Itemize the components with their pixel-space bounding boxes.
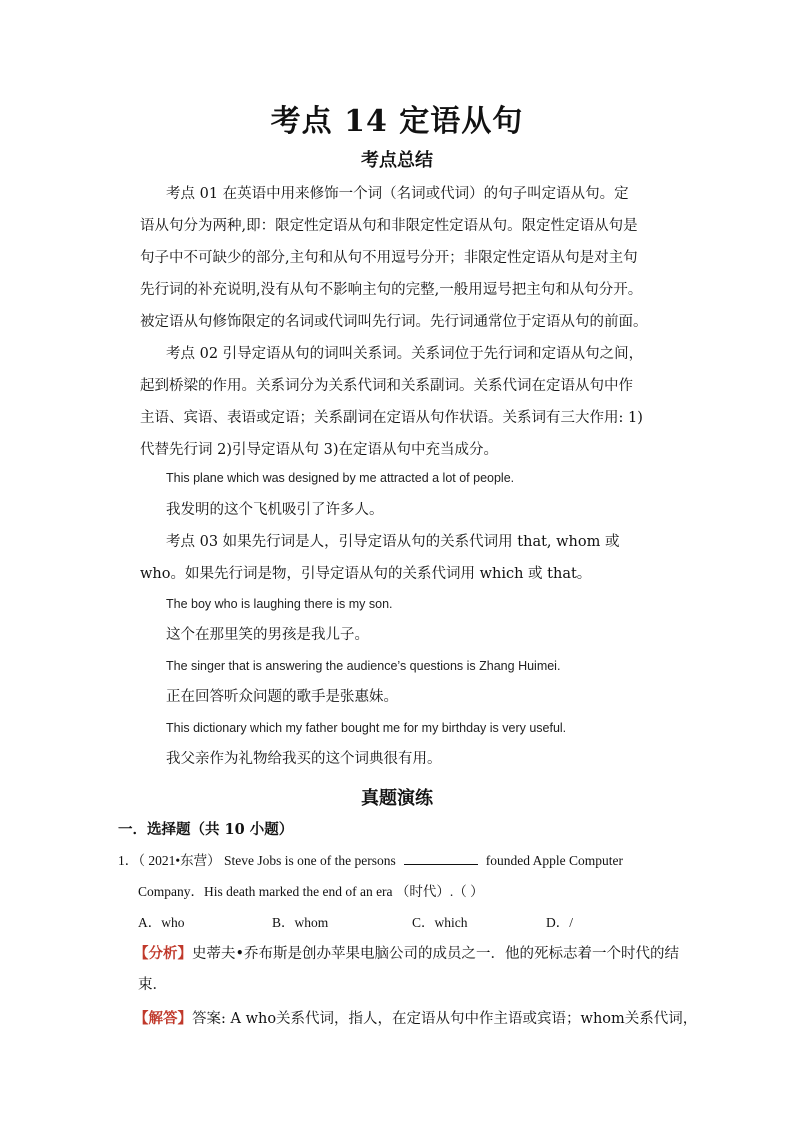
summary-line-9: 代替先行词 2)引导定语从句 3)在定语从句中充当成分。 [140, 442, 498, 458]
summary-line-8: 主语、宾语、表语或定语；关系副词在定语从句作状语。关系词有三大作用: 1) [140, 410, 643, 426]
summary-line-2: 语从句分为两种,即：限定性定语从句和非限定性定语从句。限定性定语从句是 [140, 218, 638, 234]
question-1-line-1 [118, 845, 623, 877]
example-en-4: This dictionary which my father bought me for my birthday is very useful. [166, 721, 567, 735]
summary-line-5: 被定语从句修饰限定的名词或代词叫先行词。先行词通常位于定语从句的前面。 [140, 314, 648, 330]
example-zh-4: 我父亲作为礼物给我买的这个词典很有用。 [166, 751, 442, 767]
summary-line-3: 句子中不可缺少的部分,主句和从句不用逗号分开；非限定性定语从句是对主句 [140, 250, 638, 266]
answer-blank [404, 852, 478, 865]
question-1-prefix: 1．（ 2021•东营） Steve Jobs is one of the persons [118, 853, 396, 868]
example-zh-3: 正在回答听众问题的歌手是张惠妹。 [166, 689, 398, 705]
summary-line-7: 起到桥梁的作用。关系词分为关系代词和关系副词。关系代词在定语从句中作 [140, 378, 633, 394]
option-a: A．who [138, 915, 185, 930]
summary-line-1: 考点 01 在英语中用来修饰一个词（名词或代词）的句子叫定语从句。定 [166, 186, 629, 202]
summary-line-10: 考点 03 如果先行词是人，引导定语从句的关系代词用 that, whom 或 [166, 534, 620, 550]
example-zh-2: 这个在那里笑的男孩是我儿子。 [166, 627, 369, 643]
practice-heading: 真题演练 [361, 788, 433, 809]
question-1-line-2: Company．His death marked the end of an era （时代）.（ ） [138, 884, 484, 899]
option-d: D．/ [546, 915, 573, 930]
answer-text: 答案: A who关系代词，指人，在定语从句中作主语或宾语；whom关系代词， [192, 1011, 698, 1027]
summary-line-6: 考点 02 引导定语从句的词叫关系词。关系词位于先行词和定语从句之间， [166, 346, 644, 362]
answer-tag: 【解答】 [134, 1010, 192, 1027]
option-c: C．which [412, 915, 468, 930]
analysis-text-1: 史蒂夫•乔布斯是创办苹果电脑公司的成员之一．他的死标志着一个时代的结 [192, 946, 680, 962]
summary-line-4: 先行词的补充说明,没有从句不影响主句的完整,一般用逗号把主句和从句分开。 [140, 282, 643, 298]
example-en-3: The singer that is answering the audience’s questions is Zhang Huimei. [166, 659, 561, 673]
example-en-1: This plane which was designed by me attracted a lot of people. [166, 471, 515, 485]
analysis-tag: 【分析】 [134, 945, 192, 962]
summary-heading: 考点总结 [361, 150, 433, 171]
example-zh-1: 我发明的这个飞机吸引了许多人。 [166, 502, 384, 518]
question-1-suffix: founded Apple Computer [485, 853, 623, 868]
option-b: B．whom [272, 915, 329, 930]
summary-line-11: who。如果先行词是物，引导定语从句的关系代词用 which 或 that。 [140, 566, 592, 582]
example-en-2: The boy who is laughing there is my son. [166, 597, 393, 611]
section-label: 一．选择题（共 10 小题） [118, 821, 294, 838]
page-title: 考点 14 定语从句 [270, 104, 524, 139]
answer-line [134, 1003, 697, 1035]
analysis-line-1 [134, 938, 679, 970]
analysis-line-2: 束． [138, 977, 167, 993]
